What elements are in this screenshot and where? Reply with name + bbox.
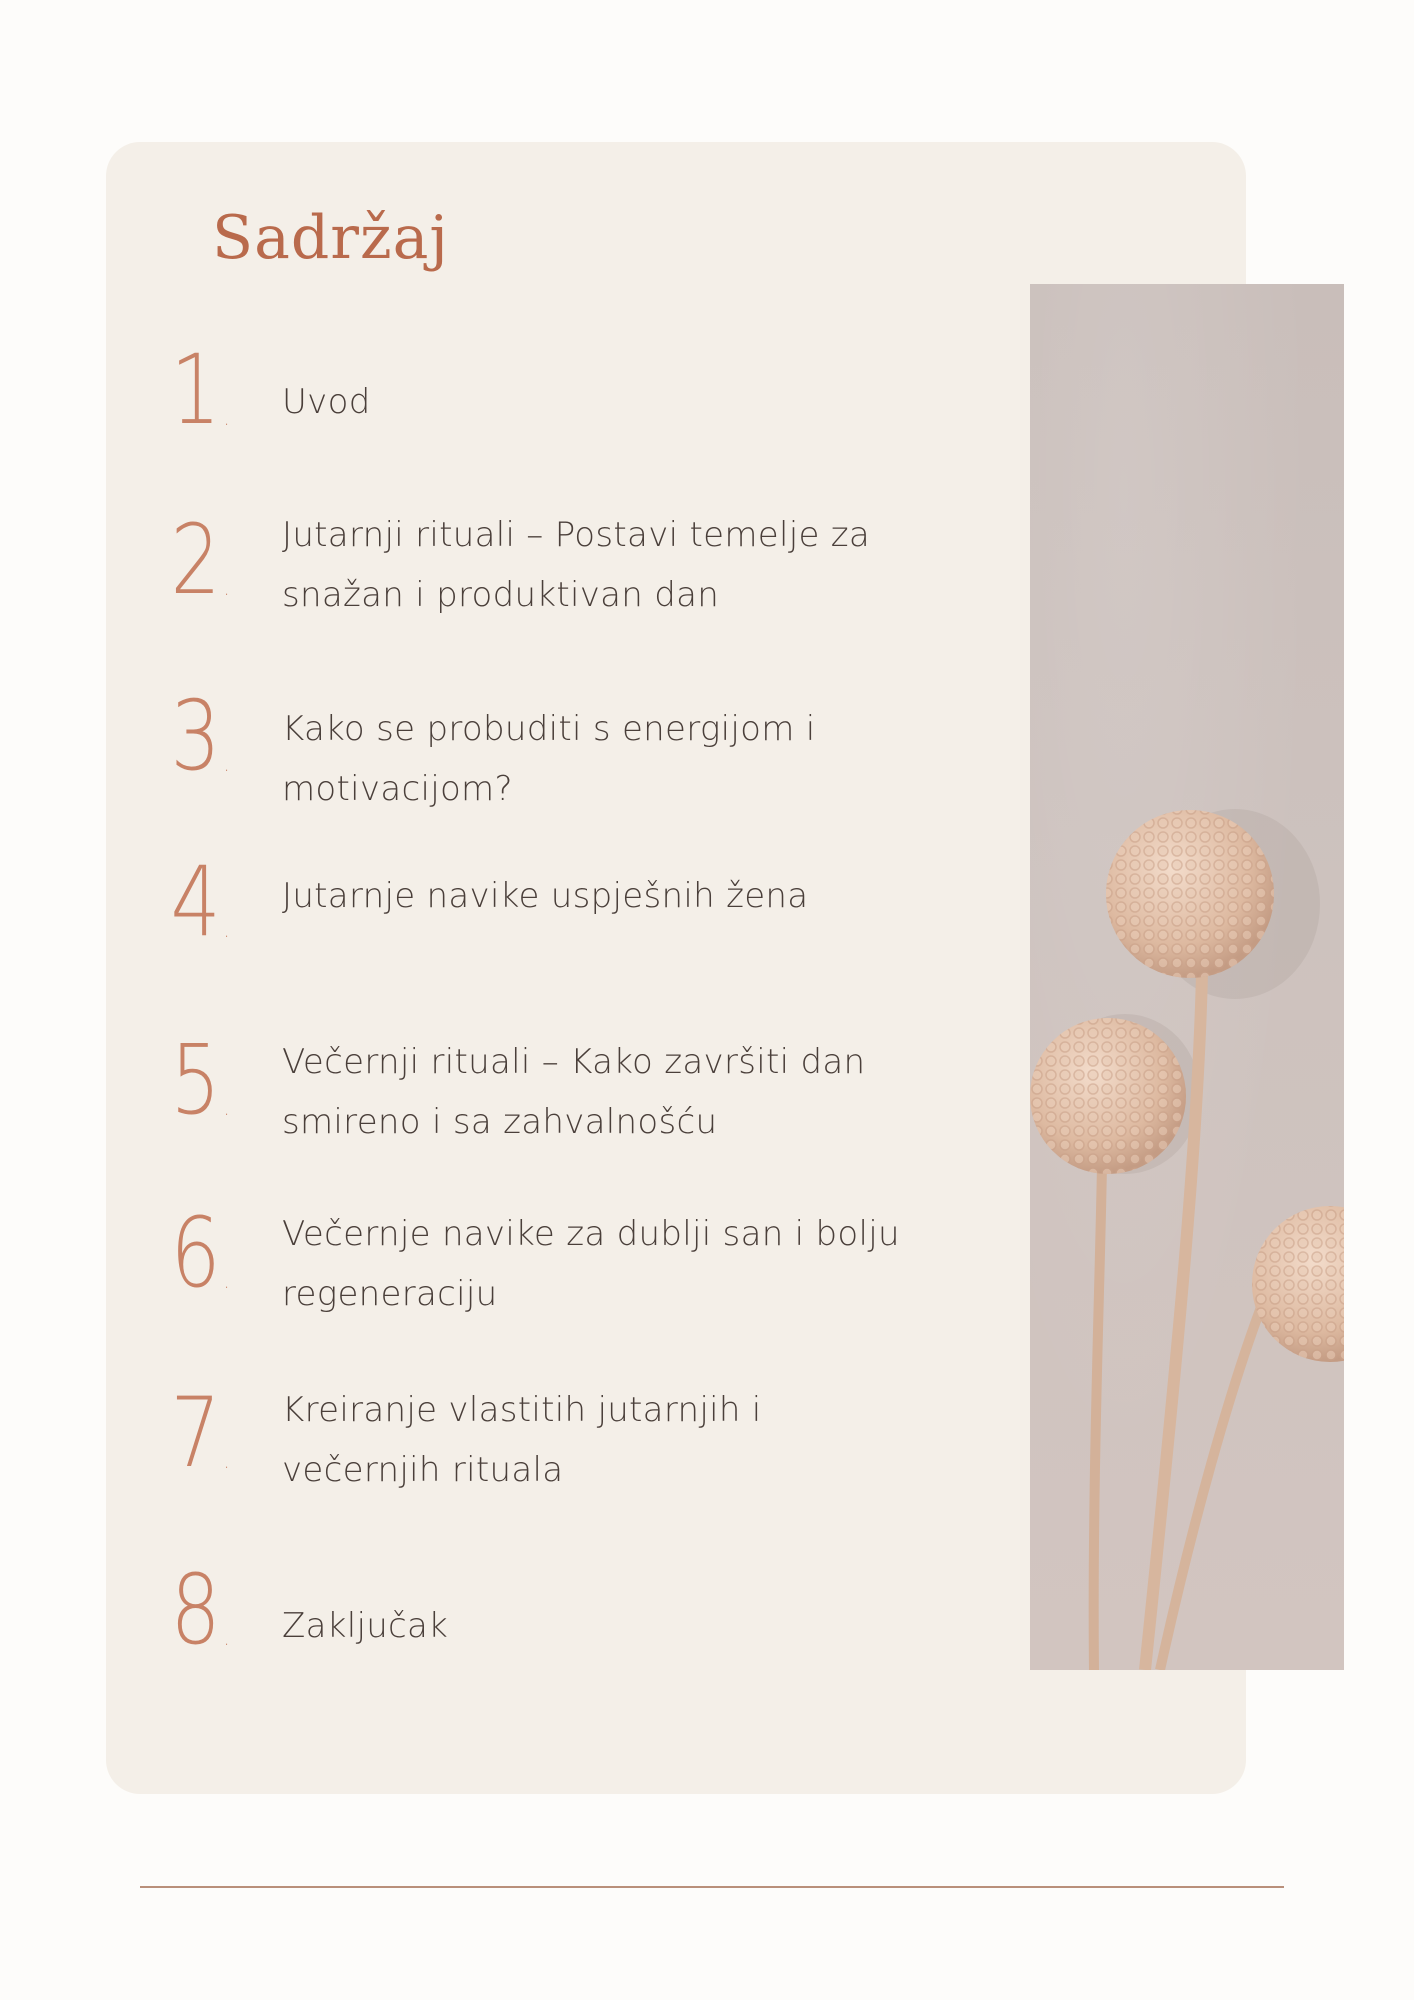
item-number: 8 . — [170, 1554, 230, 1666]
toc-item: Kreiranje vlastitih jutarnjih i večernjih rituala — [282, 1390, 762, 1490]
dried-flowers-photo — [1030, 284, 1344, 1670]
toc-item: Jutarnje navike uspješnih žena — [282, 876, 809, 916]
toc-item: Večernje navike za dublji san i bolju regeneraciju — [282, 1214, 900, 1314]
toc-item: Večernji rituali – Kako završiti dan smireno i sa zahvalnošću — [282, 1042, 866, 1142]
item-number: 3 . — [170, 680, 230, 792]
footer-divider — [140, 1886, 1284, 1888]
toc-item: Jutarnji rituali – Postavi temelje za snažan i produktivan dan — [282, 515, 871, 615]
flower-illustration — [1030, 284, 1344, 1670]
toc-item: Zaključak — [282, 1606, 449, 1646]
item-number: 2 . — [170, 504, 230, 616]
toc-item: Uvod — [282, 382, 371, 422]
item-number: 4 . — [170, 846, 230, 958]
item-number: 5 . — [170, 1024, 230, 1136]
item-number: 7 . — [170, 1377, 230, 1489]
item-number: 1 . — [170, 334, 230, 446]
toc-item: Kako se probuditi s energijom i motivacijom? — [282, 709, 816, 809]
page-title: Sadržaj — [212, 203, 449, 273]
item-number: 6 . — [170, 1197, 230, 1309]
